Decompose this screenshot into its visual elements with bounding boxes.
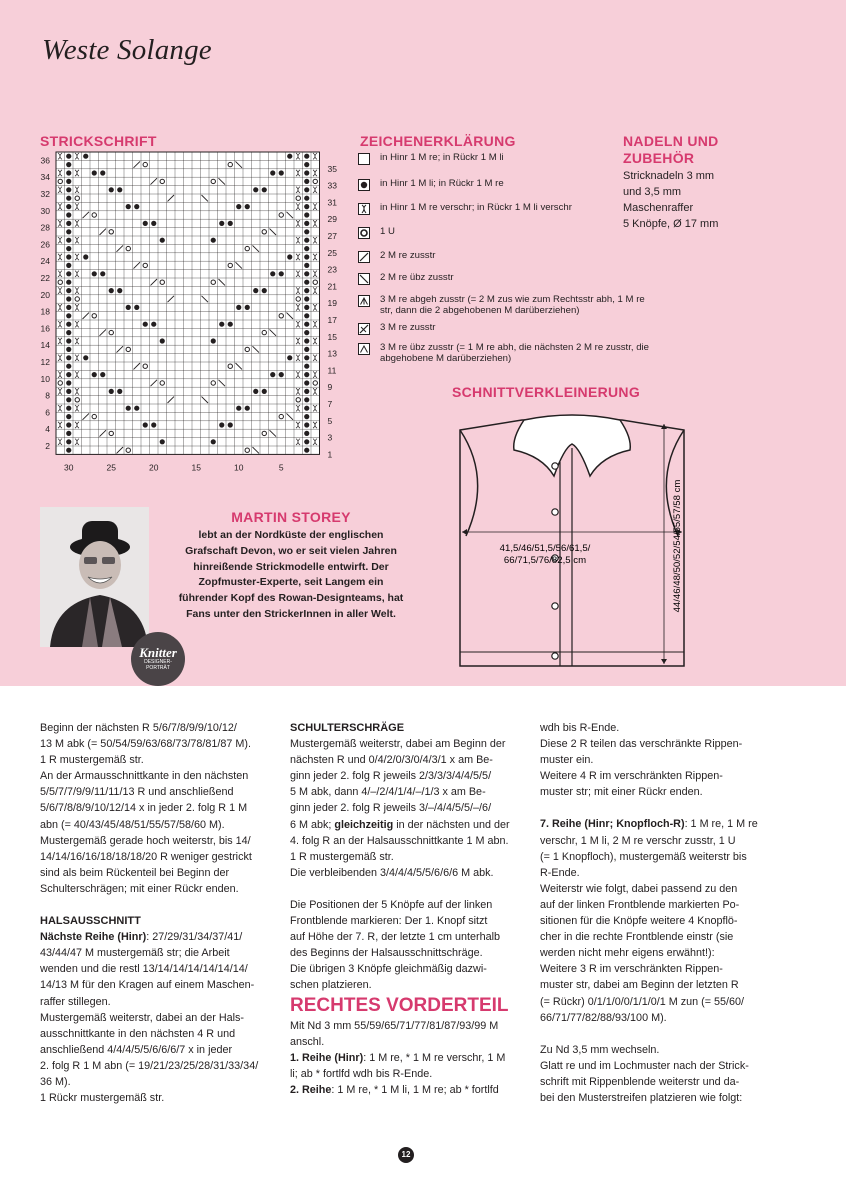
- width-label: 41,5/46/51,5/56/61,5/: [499, 543, 591, 554]
- page-title: Weste Solange: [42, 34, 212, 66]
- legend-item: 3 M re zusstr: [358, 322, 650, 335]
- section-heading: HALSAUSSCHNITT: [40, 915, 141, 928]
- twisted-stitch-icon: [358, 203, 370, 215]
- row-label: 23: [327, 264, 337, 275]
- button-icon: [552, 463, 558, 469]
- legend-item: 2 M re übz zusstr: [358, 272, 650, 285]
- column-label: 20: [149, 462, 159, 473]
- chart-heading: STRICKSCHRIFT: [40, 133, 157, 149]
- row-label: 32: [40, 189, 50, 199]
- row-label: 12: [40, 357, 50, 367]
- button-icon: [552, 653, 558, 659]
- schnitt-heading: SCHNITTVERKLEINERUNG: [452, 384, 641, 400]
- k3tog-icon: [358, 323, 370, 335]
- sk2p-icon: [358, 343, 370, 355]
- row-label: 2: [45, 441, 50, 451]
- author-bio: lebt an der Nordküste der englischen Grafschaft Devon, wo er seit vielen Jahren hinreißende Strickmodelle entwirft. Der Zopfmuster-Experte, seit Langem ein führender Kopf des Rowan-Designteams, hat Fans unter den StrickerInnen in aller Welt.: [178, 529, 404, 620]
- legend-item: 3 M re abgeh zusstr (= 2 M zus wie zum Rechtsstr abh, 1 M re str, dann die 2 abgehobenen M darüberziehen): [358, 294, 650, 316]
- row-label: 34: [40, 172, 50, 183]
- row-label: 35: [327, 163, 337, 174]
- author-heading: MARTIN STOREY: [231, 509, 351, 525]
- author-photo: [40, 507, 149, 647]
- row-label: 17: [327, 315, 337, 325]
- author-portrait-image: [40, 507, 149, 647]
- tools-list: Stricknadeln 3 mm und 3,5 mm Maschenraffer 5 Knöpfe, Ø 17 mm: [623, 170, 719, 230]
- legend-item: in Hinr 1 M li; in Rückr 1 M re: [358, 178, 650, 191]
- armhole-left: [460, 430, 478, 536]
- row-label: 7: [327, 399, 333, 409]
- text-column-2: SCHULTERSCHRÄGE Mustergemäß weiterstr, dabei am Beginn der nächsten R und 0/4/2/0/3/0/4/3/1 x am Be- ginn jeder 2. folg R jeweils 2/3/3/3/4/4/5/5/ 5 M abk, dann 4/–/2/4/1/4/–/1/3 x am Be- ginn jeder 2. folg R jeweils 3/–/4/4/5/5/–/6/ 6 M abk; gleichzeitig in der nächsten und der 4. folg R an der Halsausschnittkante 1 M abn. 1 R mustergemäß str. Die verbleibenden 3/4/4/4/5/5/6/6/6 M abk. Die Positionen der 5 Knöpfe auf der linken Frontblende markieren: Der 1. Knopf sitzt auf Höhe der 7. R, der letzte 1 cm unterhalb des Beginns der Halsausschnittschräge. Die übrigen 3 Knöpfe gleichmäßig dazwi- schen platzieren. RECHTES VORDERTEIL Mit Nd 3 mm 55/59/65/71/77/81/87/93/99 M anschl. 1. Reihe (Hinr): 1 M re, * 1 M re verschr, 1 M li; ab * fortlfd wdh bis R-Ende. 2. Reihe: 1 M re, * 1 M li, 1 M re; ab * fortlfd: [290, 720, 530, 1098]
- row-label: 4: [45, 424, 50, 435]
- row-label: 22: [40, 273, 50, 283]
- row-label: 26: [40, 239, 50, 250]
- legend-item: in Hinr 1 M re; in Rückr 1 M li: [358, 152, 650, 165]
- page-number: 12: [398, 1147, 414, 1163]
- row-label: 31: [327, 197, 337, 208]
- row-label: 19: [327, 298, 337, 309]
- knitting-chart: [36, 150, 351, 480]
- row-label: 6: [45, 407, 50, 418]
- legend-item: 1 U: [358, 226, 650, 239]
- row-label: 25: [327, 247, 337, 258]
- row-label: 9: [327, 382, 333, 393]
- legend-item: 3 M re übz zusstr (= 1 M re abh, die nächsten 2 M re zusstr, die abgehobene M darüberziehen): [358, 342, 650, 364]
- row-label: 24: [40, 256, 50, 267]
- legend-item: in Hinr 1 M re verschr; in Rückr 1 M li verschr: [358, 202, 650, 215]
- purl-stitch-icon: [358, 179, 370, 191]
- column-label: 5: [278, 462, 284, 473]
- row-label: 10: [40, 373, 50, 384]
- legend-heading: ZEICHENERKLÄRUNG: [360, 133, 516, 149]
- column-label: 25: [106, 462, 116, 473]
- row-label: 1: [327, 449, 333, 460]
- row-label: 18: [40, 306, 50, 317]
- yarn-over-icon: [358, 227, 370, 239]
- row-label: 21: [327, 281, 337, 292]
- row-label: 27: [327, 231, 337, 241]
- row-label: 20: [40, 289, 50, 300]
- row-label: 16: [40, 323, 50, 334]
- tools-heading: NADELN UND ZUBEHÖR: [623, 133, 719, 166]
- height-label: 44/46/48/50/52/54/55/57/58 cm: [672, 479, 683, 613]
- width-label: 66/71,5/76/82,5 cm: [503, 555, 587, 566]
- row-label: 11: [327, 365, 337, 376]
- knit-stitch-icon: [358, 153, 370, 165]
- row-label: 3: [327, 432, 333, 443]
- column-label: 15: [191, 462, 201, 473]
- row-label: 30: [40, 205, 50, 216]
- row-label: 5: [327, 415, 333, 426]
- column-label: 10: [234, 462, 244, 473]
- row-label: 13: [327, 348, 337, 359]
- button-icon: [552, 509, 558, 515]
- chart-grid: [56, 152, 320, 454]
- legend-item: 2 M re zusstr: [358, 250, 650, 263]
- row-label: 14: [40, 340, 50, 351]
- row-label: 33: [327, 180, 337, 191]
- text-column-1: Beginn der nächsten R 5/6/7/8/9/9/10/12/ 13 M abk (= 50/54/59/63/68/73/78/81/87 M). 1 R mustergemäß str. An der Armausschnittkante in den nächsten 5/5/7/7/9/9/11/11/13 R und anschließend 5/6/7/8/8/9/10/12/14 x in jeder 2. folg R 1 M abn (= 40/43/45/48/51/55/57/58/60 M). Mustergemäß gerade hoch weiterstr, bis 14/ 14/14/16/16/18/18/18/20 R weniger gestrickt sind als beim Rückenteil bei Beginn der Schulterschrägen; mit einer Rückr enden. HALSAUSSCHNITT Nächste Reihe (Hinr): 27/29/31/34/37/41/ 43/44/47 M mustergemäß str; die Arbeit wenden und die restl 13/14/14/14/14/14/14/ 14/13 M für den Kragen auf einem Maschen- raffer stillegen. Mustergemäß weiterstr, dabei an der Hals- ausschnittkante in den nächsten 4 R und anschließend 4/4/4/5/5/6/6/6/7 x in jeder 2. folg R 1 M abn (= 19/21/23/25/28/31/33/34/ 36 M). 1 Rückr mustergemäß str.: [40, 720, 280, 1106]
- row-label: 15: [327, 331, 337, 342]
- row-label: 36: [40, 155, 50, 166]
- button-icon: [552, 603, 558, 609]
- row-label: 28: [40, 222, 50, 233]
- row-label: 29: [327, 214, 337, 225]
- knitter-badge: Knitter DESIGNER- PORTRÄT: [131, 632, 185, 686]
- section-heading: RECHTES VORDERTEIL: [290, 994, 509, 1016]
- cdd-icon: [358, 295, 370, 307]
- column-label: 30: [64, 462, 74, 473]
- ssk-icon: [358, 273, 370, 285]
- row-label: 8: [45, 390, 50, 401]
- section-heading: SCHULTERSCHRÄGE: [290, 722, 405, 734]
- k2tog-icon: [358, 251, 370, 263]
- vest-schematic: [452, 408, 692, 678]
- text-column-3: wdh bis R-Ende. Diese 2 R teilen das verschränkte Rippen- muster ein. Weitere 4 R im verschränkten Rippen- muster str; mit einer Rückr enden. 7. Reihe (Hinr; Knopfloch-R): 1 M re, 1 M re verschr, 1 M li, 2 M re verschr zusstr, 1 U (= 1 Knopfloch), mustergemäß weiterstr bis R-Ende. Weiterstr wie folgt, dabei passend zu den auf der linken Frontblende markierten Po- sitionen für die Knöpfe weitere 4 Knopflö- cher in die rechte Frontblende einstr (sie werden nicht mehr eigens erwähnt!): Weitere 3 R im verschränkten Rippen- muster str, dabei am Beginn der letzten R (= Rückr) 0/1/1/0/0/1/1/0/1 M zun (= 55/60/ 66/71/77/82/88/93/100 M). Zu Nd 3,5 mm wechseln. Glatt re und im Lochmuster nach der Strick- schrift mit Rippenblende weiterstr und da- bei den Musterstreifen platzieren wie folgt:: [540, 722, 758, 1104]
